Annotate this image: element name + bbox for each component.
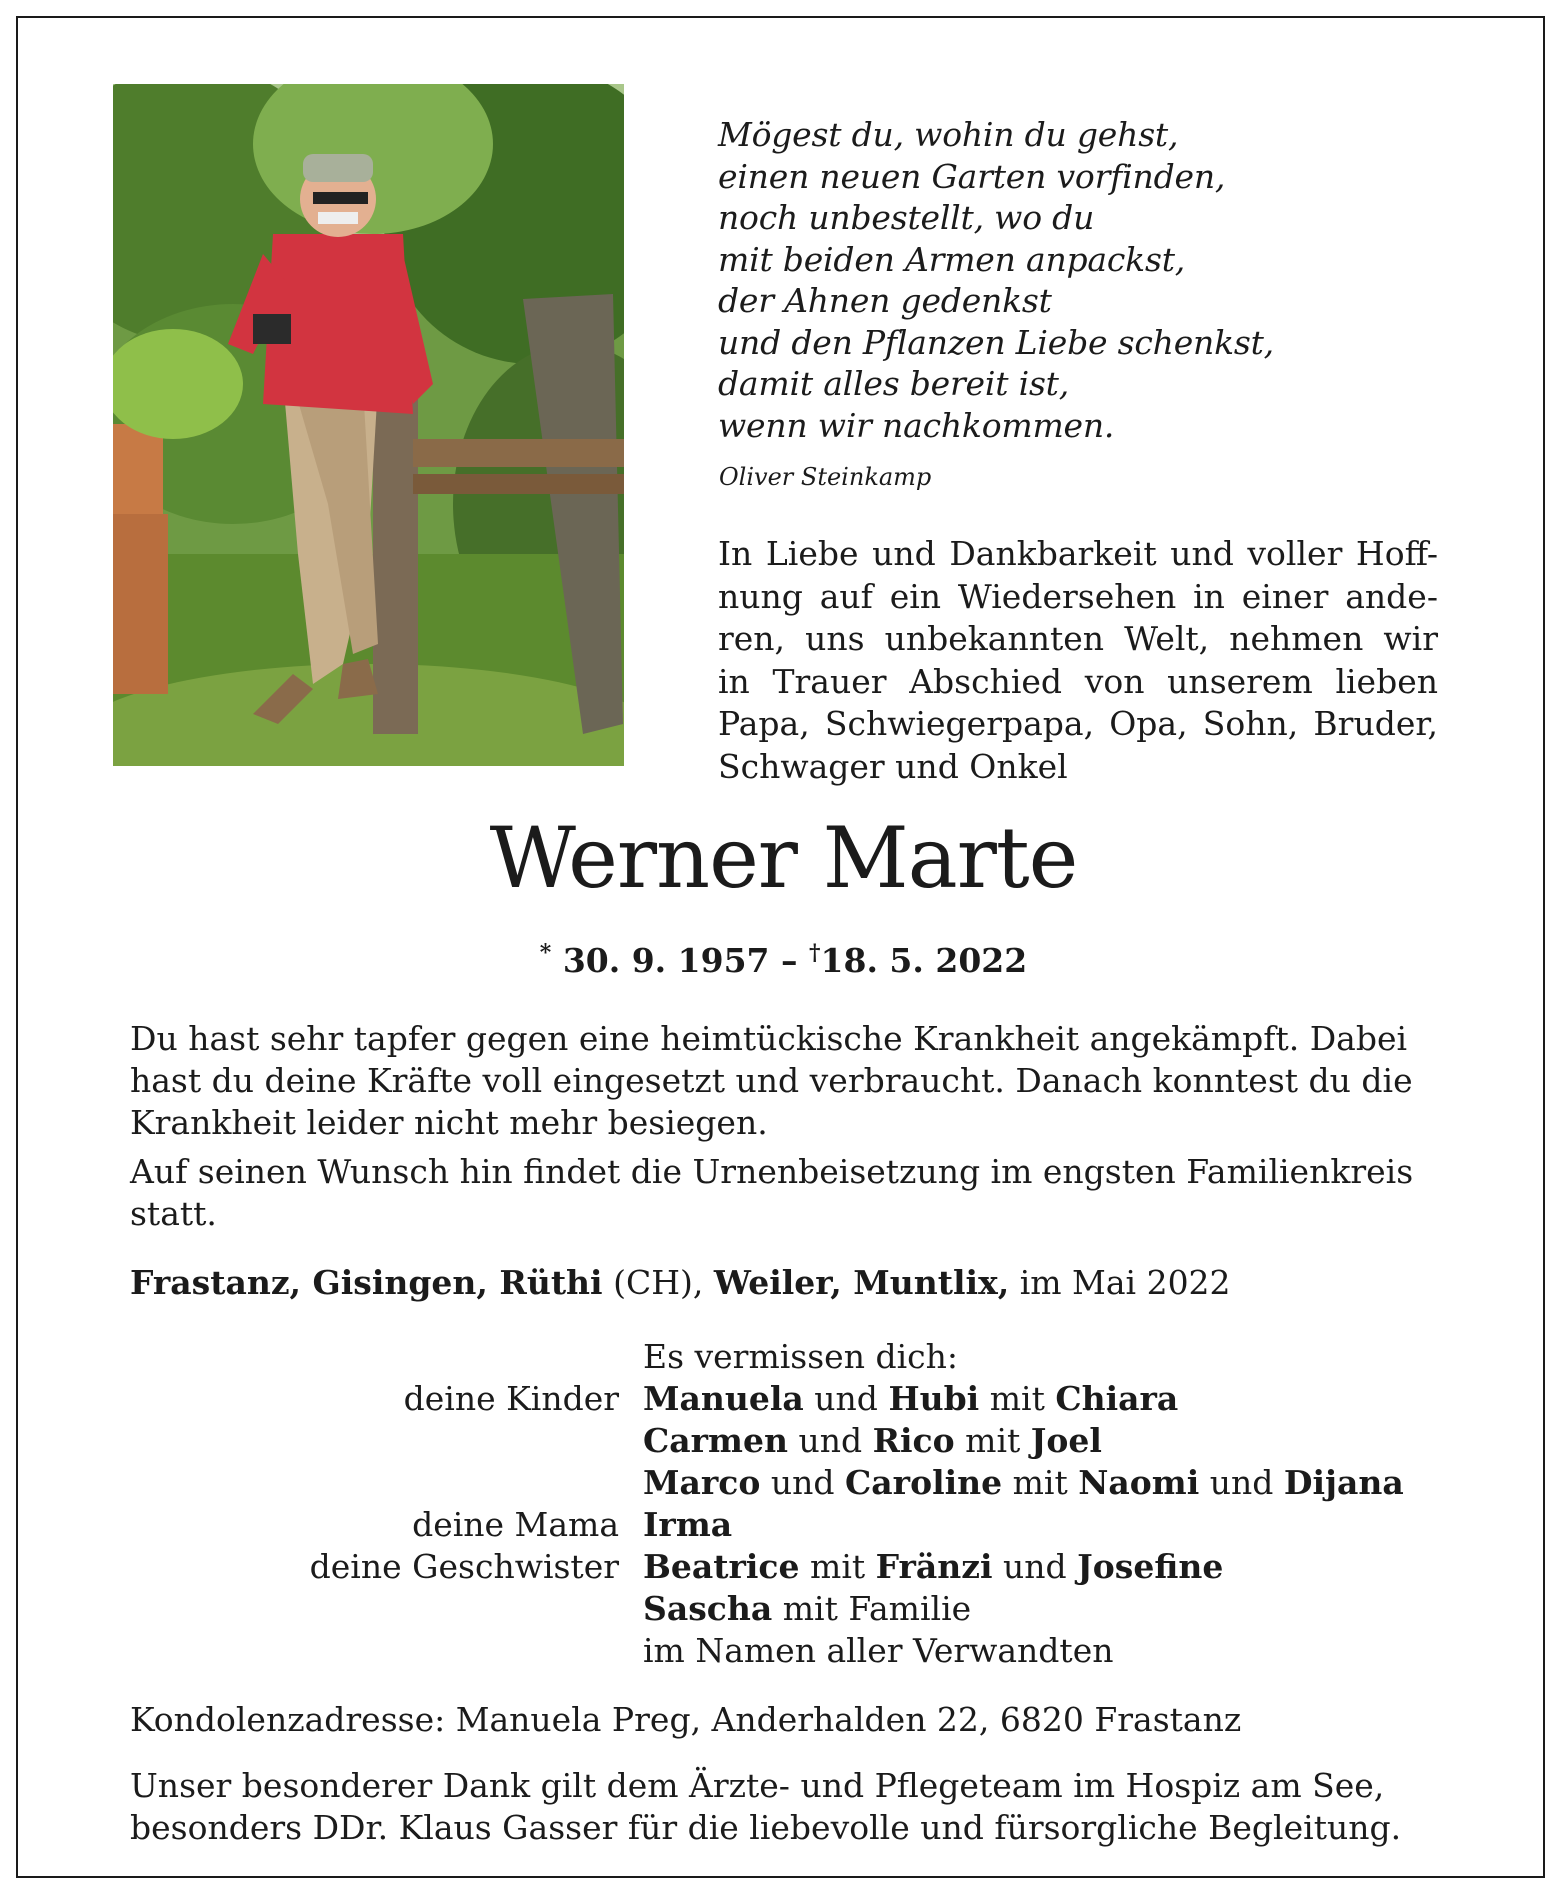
mourner-names: [643, 1547, 1223, 1586]
mourner-row: [0, 1631, 1567, 1673]
mourner-connector: und: [803, 1379, 889, 1418]
mourner-name: Marco: [643, 1463, 761, 1502]
mourner-names: [643, 1505, 732, 1544]
message-line: Du hast sehr tapfer gegen eine heimtückische Krankheit angekämpft. Dabei: [130, 1019, 1408, 1058]
intro-line: in Trauer Abschied von unserem lieben: [718, 661, 1438, 701]
place-towns-2: Weiler, Muntlix,: [713, 1263, 1010, 1302]
poem-line: damit alles bereit ist,: [718, 364, 1070, 403]
intro-line: ren, uns unbekannten Welt, nehmen wir: [718, 619, 1438, 658]
mourner-connector: mit Familie: [772, 1589, 972, 1628]
poem: [718, 114, 1478, 446]
mourner-row: [0, 1463, 1567, 1505]
place-towns: Frastanz, Gisingen, Rüthi: [130, 1263, 603, 1302]
deceased-name: Werner Marte: [489, 809, 1078, 907]
mourner-connector: und: [992, 1547, 1078, 1586]
poem-line: der Ahnen gedenkst: [718, 281, 1052, 320]
thanks-paragraph: [130, 1765, 1401, 1849]
mourner-name: Rico: [872, 1421, 955, 1460]
mourner-row: [0, 1547, 1567, 1589]
mourner-names: [643, 1379, 1178, 1418]
born-symbol: *: [539, 940, 552, 966]
poem-line: Mögest du, wohin du gehst,: [718, 115, 1179, 154]
mourner-name: Caroline: [845, 1463, 1003, 1502]
died-symbol: †: [809, 940, 821, 966]
mourner-name: Sascha: [643, 1589, 773, 1628]
mourner-name: Josefine: [1077, 1547, 1224, 1586]
poem-line: und den Pflanzen Liebe schenkst,: [718, 322, 1274, 362]
mourner-name: Manuela: [643, 1379, 804, 1418]
mourner-name: Fränzi: [875, 1547, 993, 1586]
mourner-name: Naomi: [1078, 1463, 1200, 1502]
birth-date: 30. 9. 1957: [562, 941, 770, 980]
intro-line: nung auf ein Wiedersehen in einer ande-: [718, 576, 1438, 616]
message-paragraph: [130, 1018, 1438, 1144]
mourner-relation: deine Mama: [412, 1505, 619, 1544]
message-line: Krankheit leider nicht mehr besiegen.: [130, 1103, 768, 1142]
intro-line: In Liebe und Dankbarkeit und voller Hoff-: [718, 534, 1438, 573]
mourner-relation: deine Geschwister: [309, 1547, 619, 1586]
life-dates: [0, 940, 1567, 980]
mourner-names: [643, 1589, 971, 1628]
date-dash: –: [781, 941, 798, 980]
place-country: (CH),: [602, 1263, 714, 1302]
mourner-relation: deine Kinder: [403, 1379, 619, 1418]
mourner-names: [643, 1631, 1113, 1670]
mourners-heading-row: [0, 1337, 1567, 1379]
poem-line: einen neuen Garten vorfinden,: [718, 156, 1226, 196]
poem-line: wenn wir nachkommen.: [718, 405, 1115, 445]
burial-line: statt.: [130, 1194, 217, 1233]
poem-line: noch unbestellt, wo du: [718, 198, 1095, 237]
thanks-line: besonders DDr. Klaus Gasser für die liebevolle und fürsorgliche Begleitung.: [130, 1808, 1402, 1847]
mourner-name: Hubi: [888, 1379, 980, 1418]
burial-line: Auf seinen Wunsch hin findet die Urnenbeisetzung im engsten Familienkreis: [130, 1152, 1414, 1191]
thanks-line: Unser besonderer Dank gilt dem Ärzte- und Pflegeteam im Hospiz am See,: [130, 1766, 1385, 1805]
mourner-name: Chiara: [1055, 1379, 1179, 1418]
mourner-connector: mit: [979, 1379, 1056, 1418]
mourner-names: [643, 1463, 1404, 1502]
mourner-connector: mit: [1002, 1463, 1079, 1502]
intro-paragraph: [718, 533, 1438, 788]
mourner-name: Dijana: [1283, 1463, 1404, 1502]
poem-line: mit beiden Armen anpackst,: [718, 239, 1186, 279]
burial-paragraph: [130, 1151, 1438, 1235]
death-date: 18. 5. 2022: [820, 941, 1028, 980]
mourner-name: Joel: [1030, 1421, 1102, 1460]
mourner-connector: und: [760, 1463, 846, 1502]
condolence-address: Kondolenzadresse: Manuela Preg, Anderhalden 22, 6820 Frastanz: [130, 1700, 1242, 1739]
mourner-row: [0, 1421, 1567, 1463]
intro-line: Schwager und Onkel: [718, 746, 1068, 786]
place-date-line: [130, 1263, 1231, 1302]
mourner-row: [0, 1589, 1567, 1631]
mourner-connector: und: [1199, 1463, 1284, 1502]
mourner-names: [643, 1421, 1102, 1460]
mourner-name: Beatrice: [643, 1547, 800, 1586]
mourner-row: [0, 1505, 1567, 1547]
mourner-connector: mit: [954, 1421, 1031, 1460]
mourner-connector: mit: [799, 1547, 876, 1586]
intro-line: Papa, Schwiegerpapa, Opa, Sohn, Bruder,: [718, 704, 1438, 743]
mourner-name: Carmen: [643, 1421, 788, 1460]
mourner-name: Irma: [643, 1505, 733, 1544]
mourner-connector: im Namen aller Verwandten: [643, 1631, 1114, 1670]
portrait-photo-drawing: [113, 84, 624, 766]
place-date: im Mai 2022: [1009, 1263, 1231, 1302]
mourners-heading: Es vermissen dich:: [643, 1337, 958, 1376]
portrait-photo: [113, 84, 624, 766]
mourner-connector: und: [787, 1421, 873, 1460]
poem-author: Oliver Steinkamp: [719, 463, 932, 491]
message-line: hast du deine Kräfte voll eingesetzt und verbraucht. Danach konntest du die: [130, 1061, 1413, 1100]
mourner-row: [0, 1379, 1567, 1421]
